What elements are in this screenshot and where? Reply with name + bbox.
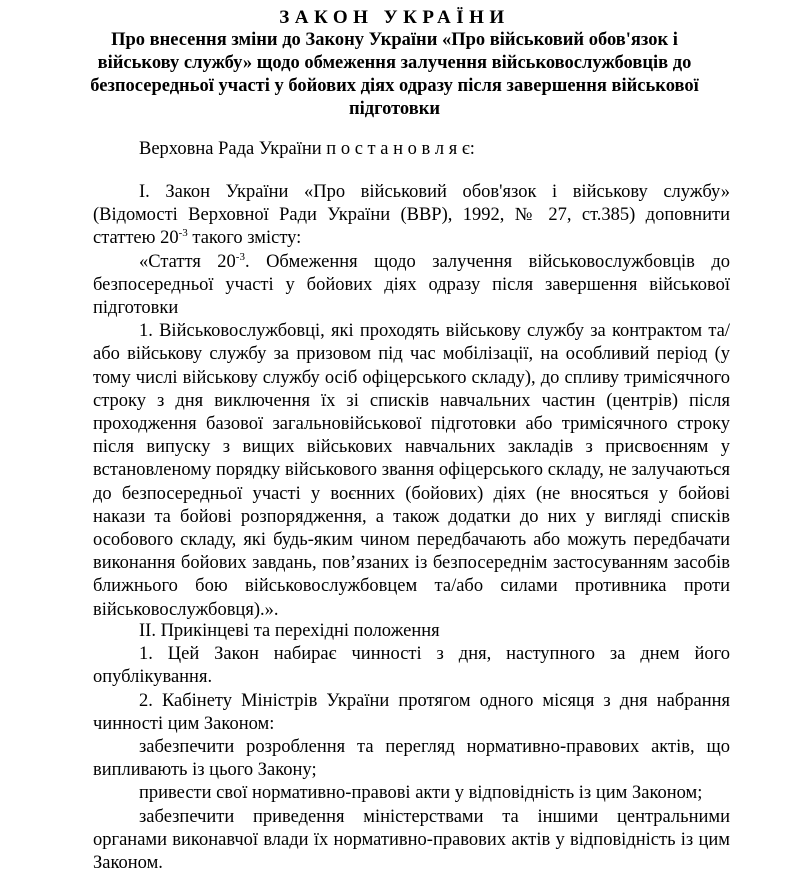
law-title: ЗАКОН УКРАЇНИ — [279, 7, 510, 28]
section-2-item-2: 2. Кабінету Міністрів України протягом одного місяця з дня набрання чинності цим Законом: — [93, 690, 730, 734]
document-header — [0, 6, 789, 121]
section-2-sub-1: забезпечити розроблення та перегляд нормативно-правових актів, що випливають із цього Закону; — [93, 737, 730, 781]
intro-text: І. Закон України «Про військовий обов'язок і військову службу» (Відомості Верховної Ради України (ВВР), 1992, № 27, ст.385) доповнити статтею 20 — [93, 182, 730, 249]
intro-text-end: такого змісту: — [187, 228, 302, 249]
section-2-sub-3: забезпечити приведення міністерствами та іншими центральними органами виконавчої влади їх нормативно-правових актів у відповідність із цим Законом. — [93, 806, 730, 874]
section-2 — [93, 620, 730, 875]
section-1-intro — [93, 181, 730, 251]
superscript: -3 — [235, 250, 245, 263]
resolution-line: Верховна Рада України п о с т а н о в л я є: — [139, 139, 475, 159]
section-1 — [93, 181, 730, 622]
article-prefix: «Стаття 20 — [139, 251, 236, 272]
article-item-1: 1. Військовослужбовці, які проходять військову службу за контрактом та/або військову службу за призовом під час мобілізації, на особливий період (у тому числі військову службу осіб офіцерського складу), до спливу тримісячного строку з дня виключення їх зі списків навчальних частин (центрів) після проходження базової загальновійськової підготовки або тримісячного строку після випуску з вищих військових навчальних закладів з присвоєнням у встановленому порядку військового звання офіцерського складу, не залучаються до безпосередньої участі у воєнних (бойових) діях (не вносяться у бойові накази та бойові розпорядження, а також додатки до них у вигляді списків особового складу, які будь-яким чином передбачають або можуть передбачати виконання бойових завдань, пов’язаних із безпосереднім застосуванням засобів ближнього бою військовослужбовцем та/або силами противника проти військовослужбовця).». — [93, 321, 730, 620]
article-title: . Обмеження щодо залучення військовослужбовців до безпосередньої участі у бойових діях одразу після завершення військової підготовки — [93, 251, 730, 319]
article-heading — [93, 251, 730, 321]
section-2-sub-2: привести свої нормативно-правові акти у відповідність із цим Законом; — [139, 783, 703, 804]
section-2-item-1: 1. Цей Закон набирає чинності з дня, наступного за днем його опублікування. — [93, 644, 730, 688]
superscript: -3 — [178, 227, 188, 240]
section-2-heading: ІІ. Прикінцеві та перехідні положення — [139, 621, 440, 641]
law-subtitle: Про внесення зміни до Закону України «Про військовий обов'язок і військову службу» щодо обмеження залучення військовослужбовців до безпосередньої участі у бойових діях одразу після завершення військової підготовки — [90, 30, 699, 119]
